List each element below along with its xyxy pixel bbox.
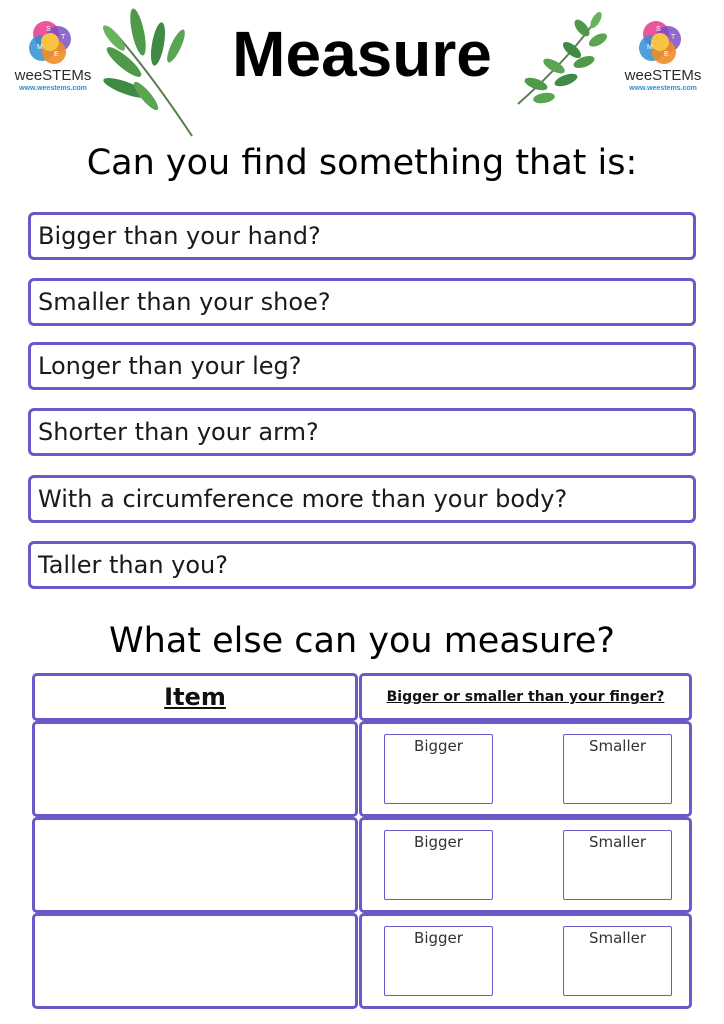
svg-text:E: E (664, 51, 669, 58)
question-box (28, 408, 696, 456)
questions-heading: Can you find something that is: (86, 143, 638, 183)
svg-text:S: S (46, 26, 51, 33)
brand-logo-right (618, 16, 708, 96)
smaller-label: Smaller (588, 929, 647, 947)
svg-text:T: T (671, 34, 676, 41)
item-cell[interactable] (32, 913, 358, 1009)
question-box (28, 342, 696, 390)
table-header-item (32, 673, 358, 721)
svg-text:E: E (54, 51, 59, 58)
column-header: Item (164, 683, 226, 711)
bigger-checkbox[interactable] (384, 734, 493, 804)
question-box (28, 541, 696, 589)
brand-name: weeSTEMs (14, 67, 92, 84)
smaller-checkbox[interactable] (563, 734, 672, 804)
bigger-label: Bigger (414, 833, 463, 851)
question-box (28, 475, 696, 523)
item-cell[interactable] (32, 721, 358, 817)
question-text: Taller than you? (38, 551, 228, 579)
brand-url: www.weestems.com (629, 85, 697, 92)
question-text: Smaller than your shoe? (38, 288, 331, 316)
question-text: Bigger than your hand? (38, 222, 321, 250)
question-text: Longer than your leg? (38, 352, 302, 380)
table-header-comparison (359, 673, 692, 721)
comparison-cell (359, 721, 692, 817)
bigger-checkbox[interactable] (384, 926, 493, 996)
question-box (28, 278, 696, 326)
leaf-branch-icon (512, 6, 607, 111)
weestems-logo-icon (630, 18, 696, 68)
item-cell[interactable] (32, 817, 358, 913)
svg-text:M: M (37, 44, 43, 51)
svg-text:M: M (647, 44, 653, 51)
bigger-label: Bigger (414, 929, 463, 947)
question-text: Shorter than your arm? (38, 418, 319, 446)
question-box (28, 212, 696, 260)
column-header: Bigger or smaller than your finger? (386, 689, 665, 705)
svg-text:S: S (656, 26, 661, 33)
question-text: With a circumference more than your body? (38, 485, 568, 513)
smaller-checkbox[interactable] (563, 830, 672, 900)
comparison-cell (359, 817, 692, 913)
brand-name: weeSTEMs (624, 67, 702, 84)
page-title: Measure (232, 18, 492, 90)
svg-text:T: T (61, 34, 66, 41)
smaller-label: Smaller (588, 833, 647, 851)
bigger-label: Bigger (414, 737, 463, 755)
smaller-checkbox[interactable] (563, 926, 672, 996)
bigger-checkbox[interactable] (384, 830, 493, 900)
comparison-cell (359, 913, 692, 1009)
measure-heading: What else can you measure? (109, 621, 615, 661)
smaller-label: Smaller (588, 737, 647, 755)
brand-url: www.weestems.com (19, 85, 87, 92)
